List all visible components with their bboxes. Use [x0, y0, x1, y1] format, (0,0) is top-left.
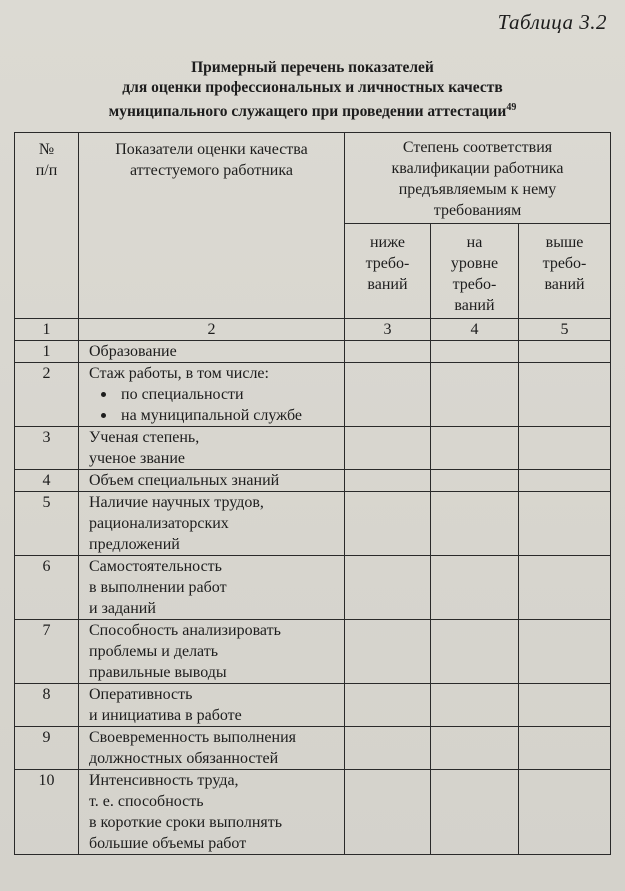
- header-at-line: ваний: [454, 297, 495, 314]
- rating-below-cell: [345, 770, 431, 855]
- row-indicator: [79, 427, 345, 470]
- rating-below-cell: [345, 470, 431, 492]
- rating-below-cell: [345, 492, 431, 556]
- rating-below-cell: [345, 341, 431, 363]
- column-number: 2: [79, 319, 345, 341]
- rating-above-cell: [519, 427, 611, 470]
- table-row: [15, 770, 611, 855]
- row-number: 4: [15, 470, 79, 492]
- row-number: 3: [15, 427, 79, 470]
- rating-below-cell: [345, 427, 431, 470]
- table-row: [15, 427, 611, 470]
- table-row: [15, 470, 611, 492]
- rating-at-cell: [431, 470, 519, 492]
- rating-below-cell: [345, 363, 431, 427]
- table-row: [15, 684, 611, 727]
- row-indicator: [79, 556, 345, 620]
- header-degree-line-1: Степень соответствия: [402, 139, 553, 156]
- rating-above-cell: [519, 770, 611, 855]
- table-row: [15, 492, 611, 556]
- column-number: 5: [519, 319, 611, 341]
- rating-above-cell: [519, 727, 611, 770]
- indicator-line: правильные выводы: [89, 664, 227, 681]
- header-num-line-1: №: [38, 141, 55, 158]
- table-row: [15, 556, 611, 620]
- footnote-marker: 49: [506, 102, 517, 113]
- rating-below-cell: [345, 620, 431, 684]
- column-number: 4: [431, 319, 519, 341]
- header-above: [519, 224, 611, 319]
- rating-below-cell: [345, 684, 431, 727]
- title-line-2: для оценки профессиональных и личностных качеств: [122, 79, 503, 96]
- row-number: 10: [15, 770, 79, 855]
- indicator-line: должностных обязанностей: [89, 750, 279, 767]
- rating-at-cell: [431, 684, 519, 727]
- indicator-line: Наличие научных трудов,: [89, 494, 264, 511]
- header-below-line: требо-: [365, 255, 410, 272]
- table-row: [15, 620, 611, 684]
- indicator-line: проблемы и делать: [89, 643, 219, 660]
- header-below-line: ниже: [369, 234, 406, 251]
- row-number: 8: [15, 684, 79, 727]
- indicator-line: и заданий: [89, 600, 156, 617]
- indicator-line: Интенсивность труда,: [89, 772, 239, 789]
- rating-above-cell: [519, 556, 611, 620]
- header-at-line: уровне: [450, 255, 499, 272]
- row-indicator: [79, 341, 345, 363]
- row-indicator: [79, 684, 345, 727]
- row-indicator: [79, 492, 345, 556]
- indicators-table: [14, 132, 611, 855]
- header-above-line: ваний: [544, 276, 585, 293]
- header-degree-line-2: квалификации работника: [391, 160, 564, 177]
- indicator-line: Стаж работы, в том числе:: [89, 365, 269, 382]
- header-indicator-line-2: аттестуемого работника: [129, 162, 293, 179]
- column-numbers-row: [15, 319, 611, 341]
- rating-above-cell: [519, 363, 611, 427]
- table-label: Таблица 3.2: [497, 10, 607, 34]
- table-row: [15, 727, 611, 770]
- row-number: 7: [15, 620, 79, 684]
- rating-at-cell: [431, 492, 519, 556]
- header-degree: [345, 133, 611, 224]
- indicator-line: Ученая степень,: [89, 429, 200, 446]
- indicator-line: и инициатива в работе: [89, 707, 242, 724]
- row-indicator: [79, 470, 345, 492]
- header-at-line: требо-: [452, 276, 497, 293]
- bullet-text: на муниципальной службе: [121, 407, 302, 424]
- table-title: [40, 58, 585, 122]
- column-number: 1: [15, 319, 79, 341]
- indicator-line: предложений: [89, 536, 180, 553]
- row-indicator: [79, 770, 345, 855]
- title-line-3: [40, 98, 585, 122]
- indicator-line: рационализаторских: [89, 515, 229, 532]
- header-num-line-2: п/п: [35, 162, 58, 179]
- indicator-bullet-list: [89, 384, 340, 426]
- table-body: [15, 341, 611, 855]
- header-above-line: требо-: [542, 255, 587, 272]
- column-number: 3: [345, 319, 431, 341]
- row-indicator: [79, 363, 345, 427]
- header-above-line: выше: [545, 234, 584, 251]
- indicator-line: т. е. способность: [89, 793, 204, 810]
- indicator-bullet-item: [107, 405, 340, 426]
- bullet-text: по специальности: [121, 386, 244, 403]
- rating-at-cell: [431, 363, 519, 427]
- header-num: [15, 133, 79, 319]
- rating-below-cell: [345, 727, 431, 770]
- header-degree-line-3: предъявляемым к нему: [398, 181, 557, 198]
- header-indicator: [79, 133, 345, 319]
- rating-above-cell: [519, 620, 611, 684]
- row-number: 6: [15, 556, 79, 620]
- rating-below-cell: [345, 556, 431, 620]
- rating-above-cell: [519, 684, 611, 727]
- rating-at-cell: [431, 427, 519, 470]
- header-indicator-line-1: Показатели оценки качества: [115, 141, 308, 158]
- header-at: [431, 224, 519, 319]
- rating-above-cell: [519, 492, 611, 556]
- title-line-1: Примерный перечень показателей: [191, 59, 434, 76]
- header-below-line: ваний: [367, 276, 408, 293]
- header-degree-line-4: требованиям: [433, 202, 522, 219]
- indicator-line: Объем специальных знаний: [89, 472, 280, 489]
- rating-at-cell: [431, 770, 519, 855]
- bullet-icon: [101, 392, 106, 397]
- rating-at-cell: [431, 727, 519, 770]
- indicator-bullet-item: [107, 384, 340, 405]
- rating-above-cell: [519, 470, 611, 492]
- indicator-line: в короткие сроки выполнять: [89, 814, 283, 831]
- row-indicator: [79, 727, 345, 770]
- rating-at-cell: [431, 620, 519, 684]
- indicator-line: большие объемы работ: [89, 835, 247, 852]
- row-indicator: [79, 620, 345, 684]
- indicator-line: ученое звание: [89, 450, 185, 467]
- indicator-line: Способность анализировать: [89, 622, 281, 639]
- header-row: [15, 133, 611, 224]
- rating-at-cell: [431, 341, 519, 363]
- row-number: 9: [15, 727, 79, 770]
- title-line-3-text: муниципального служащего при проведении аттестации: [108, 103, 507, 120]
- indicator-line: Образование: [89, 343, 177, 360]
- row-number: 2: [15, 363, 79, 427]
- rating-at-cell: [431, 556, 519, 620]
- row-number: 5: [15, 492, 79, 556]
- table-row: [15, 341, 611, 363]
- row-number: 1: [15, 341, 79, 363]
- header-below: [345, 224, 431, 319]
- table-row: [15, 363, 611, 427]
- indicator-line: Самостоятельность: [89, 558, 222, 575]
- rating-above-cell: [519, 341, 611, 363]
- indicator-line: в выполнении работ: [89, 579, 227, 596]
- indicator-line: Оперативность: [89, 686, 193, 703]
- indicator-line: Своевременность выполнения: [89, 729, 296, 746]
- header-at-line: на: [466, 234, 483, 251]
- bullet-icon: [101, 413, 106, 418]
